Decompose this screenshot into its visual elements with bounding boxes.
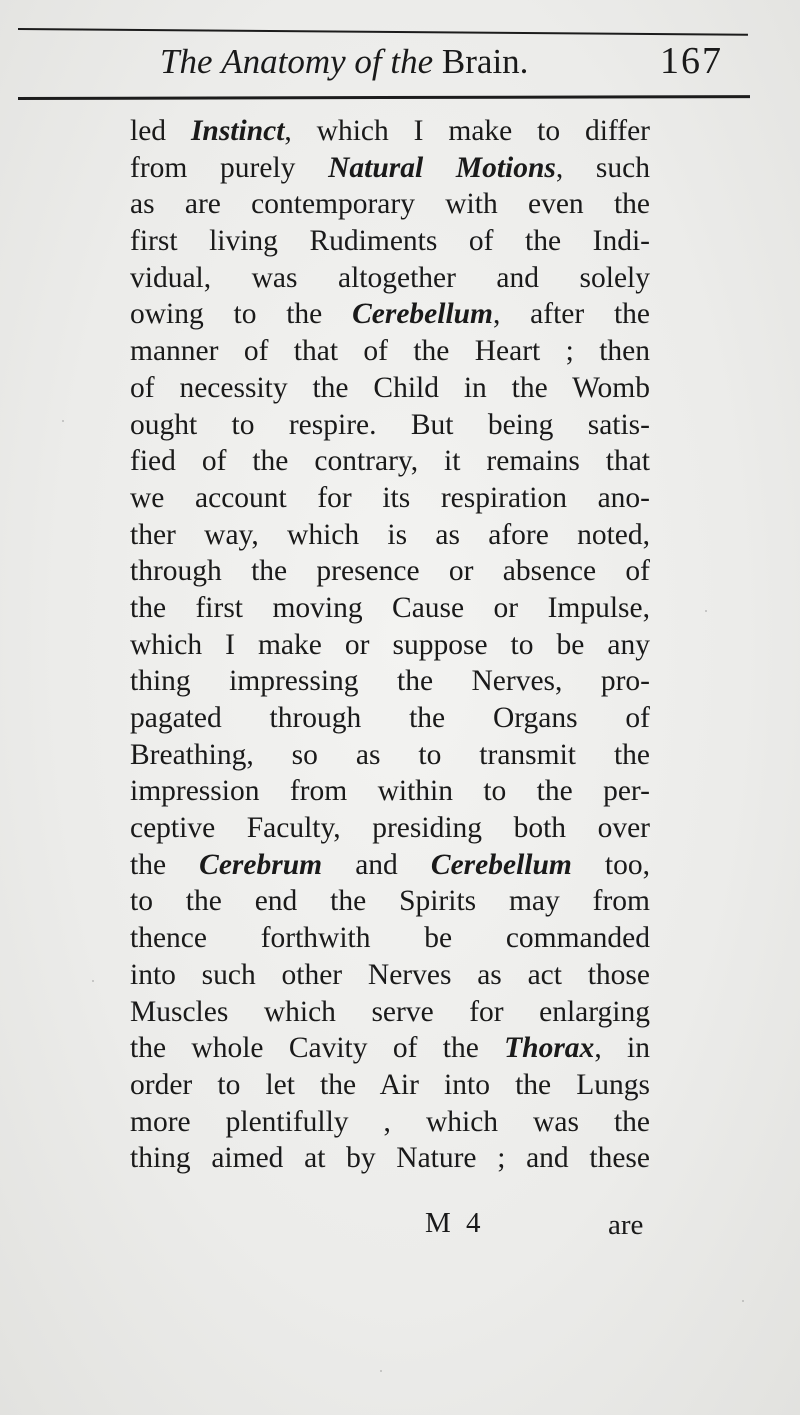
text-line <box>130 957 650 994</box>
text-line <box>130 150 650 187</box>
text-run: Breathing, so as to transmit the <box>130 738 650 771</box>
text-line <box>130 737 650 774</box>
body-text <box>130 113 650 1177</box>
text-line <box>130 627 650 664</box>
italic-term: Instinct <box>190 115 285 147</box>
text-run: ther way, which is as afore noted, <box>130 518 650 551</box>
signature-mark: M 4 <box>425 1207 485 1239</box>
text-run: ceptive Faculty, presiding both over <box>130 812 650 845</box>
text-run: and <box>322 848 431 881</box>
text-run: thing impressing the Nerves, pro- <box>130 665 650 698</box>
paper-speck <box>380 1370 382 1372</box>
header-rule <box>18 95 750 100</box>
text-line <box>130 296 650 333</box>
text-run: to the end the Spirits may from <box>130 885 650 918</box>
text-line <box>130 810 650 847</box>
text-run: , in <box>594 1032 650 1065</box>
text-line <box>130 994 650 1031</box>
catchword: are <box>608 1209 644 1241</box>
text-run: as are contemporary with even the <box>130 188 650 221</box>
text-line <box>130 700 650 737</box>
text-run: order to let the Air into the Lungs <box>130 1068 650 1101</box>
text-line <box>130 186 650 223</box>
text-line <box>130 443 650 480</box>
text-run: we account for its respiration ano- <box>130 481 650 514</box>
text-run: thence forthwith be commanded <box>130 922 650 955</box>
text-run: ought to respire. But being satis- <box>130 408 650 441</box>
paper-speck <box>62 420 64 422</box>
running-head-word: of <box>354 42 382 81</box>
paper-speck <box>92 980 94 982</box>
text-line <box>130 480 650 517</box>
text-line <box>130 663 650 700</box>
running-head-word: Brain. <box>441 42 529 81</box>
text-run: of necessity the Child in the Womb <box>130 371 650 404</box>
text-run: manner of that of the Heart ; then <box>130 335 650 368</box>
text-run: into such other Nerves as act those <box>130 958 650 991</box>
text-run: impression from within to the per- <box>130 775 650 808</box>
text-line <box>130 223 650 260</box>
text-line <box>130 370 650 407</box>
text-line <box>130 1104 650 1141</box>
running-head <box>160 42 528 82</box>
text-line <box>130 773 650 810</box>
text-run: vidual, was altogether and solely <box>130 261 650 294</box>
text-run: , which I make to differ <box>284 115 650 147</box>
text-run: first living Rudiments of the Indi- <box>130 225 650 258</box>
italic-term: Thorax <box>504 1032 595 1065</box>
text-line <box>130 1140 650 1177</box>
text-run: pagated through the Organs of <box>130 702 650 734</box>
italic-term: Natural Motions <box>328 151 556 184</box>
paper-speck <box>705 610 707 612</box>
text-line <box>130 1067 650 1104</box>
text-run: fied of the contrary, it remains that <box>130 445 650 478</box>
text-run: the <box>130 848 200 881</box>
text-run: from purely <box>130 151 329 184</box>
text-line <box>130 883 650 920</box>
page-number: 167 <box>660 40 723 82</box>
text-line <box>130 113 650 150</box>
text-line <box>130 1030 650 1067</box>
text-run: more plentifully , which was the <box>130 1105 650 1138</box>
running-head-word: The <box>160 42 213 81</box>
italic-term: Cerebellum <box>352 298 493 331</box>
text-line <box>130 517 650 554</box>
top-rule <box>18 28 748 36</box>
text-run: Muscles which serve for enlarging <box>130 995 650 1028</box>
text-run: thing aimed at by Nature ; and these <box>130 1142 650 1175</box>
text-line <box>130 590 650 627</box>
paper-speck <box>742 1300 744 1302</box>
text-line <box>130 333 650 370</box>
text-run: the whole Cavity of the <box>130 1032 505 1065</box>
text-run: , after the <box>493 298 650 331</box>
italic-term: Cerebrum <box>199 848 323 881</box>
text-line <box>130 920 650 957</box>
text-run: which I make or suppose to be any <box>130 628 650 661</box>
text-line <box>130 407 650 444</box>
text-run: , such <box>555 151 650 184</box>
text-line <box>130 553 650 590</box>
italic-term: Cerebellum <box>430 848 572 881</box>
text-run: through the presence or absence of <box>130 555 650 588</box>
text-run: too, <box>571 848 651 881</box>
running-head-word: Anatomy <box>221 42 346 81</box>
text-line <box>130 847 650 884</box>
text-run: the first moving Cause or Impulse, <box>130 591 650 624</box>
text-run: led <box>130 115 191 147</box>
text-line <box>130 260 650 297</box>
running-head-word: the <box>390 42 434 81</box>
text-run: owing to the <box>130 298 353 331</box>
